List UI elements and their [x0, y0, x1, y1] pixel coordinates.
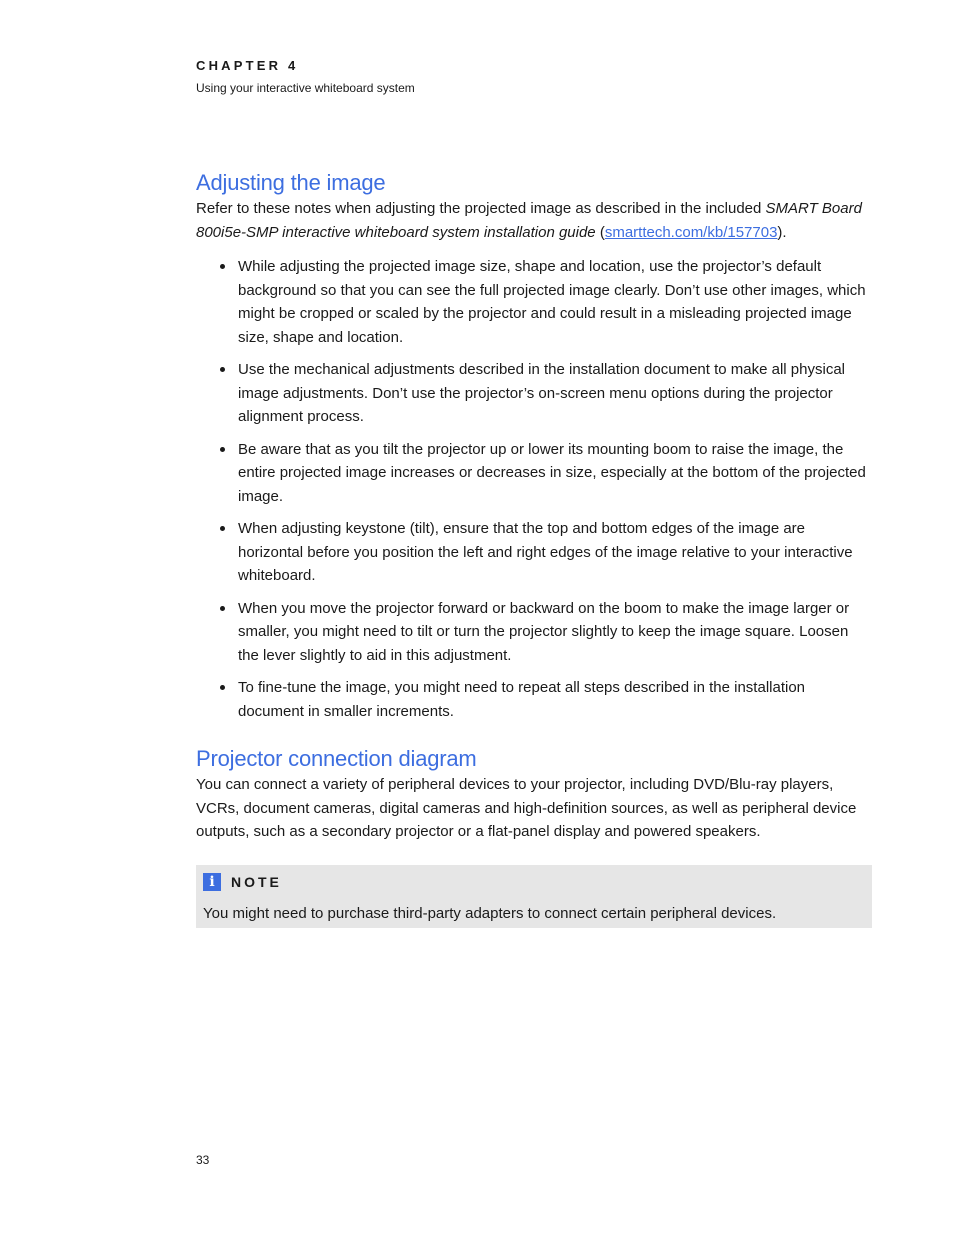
section-intro	[196, 197, 872, 244]
section-body: You can connect a variety of peripheral devices to your projector, including DVD/Blu-ray players, VCRs, document cameras, digital cameras and high-definition sources, as well as peripheral device outputs, such as a secondary projector or a flat-panel display and powered speakers.	[196, 776, 857, 840]
list-item-text: Be aware that as you tilt the projector up or lower its mounting boom to raise the image, the entire projected image increases or decreases in size, especially at the bottom of the projected image.	[238, 440, 866, 505]
list-item	[238, 517, 872, 588]
chapter-subtitle: Using your interactive whiteboard system	[196, 81, 415, 95]
list-item-text: To fine-tune the image, you might need to repeat all steps described in the installation document in smaller increments.	[238, 679, 806, 720]
intro-text: Refer to these notes when adjusting the projected image as described in the included	[196, 200, 766, 217]
note-title: NOTE	[231, 873, 282, 890]
bullet-icon	[220, 447, 225, 452]
list-item-text: While adjusting the projected image size, shape and location, use the projector’s default background so that you can see the full projected image clearly. Don’t use other images, which might be cropped or scaled by the projector and could result in a misleading projected image size, shape and location.	[238, 258, 866, 346]
list-item	[238, 597, 872, 668]
adjustment-notes-list	[196, 255, 872, 723]
section-projector-connection	[196, 745, 872, 844]
bullet-icon	[220, 367, 225, 372]
bullet-icon	[220, 526, 225, 531]
intro-paren-close: ).	[777, 223, 787, 241]
guide-title: SMART Board 800i5e-SMP interactive whiteboard system installation guide	[196, 200, 862, 241]
list-item	[238, 255, 872, 349]
section-title-projector-connection: Projector connection diagram	[196, 746, 477, 771]
bullet-icon	[220, 685, 225, 690]
info-icon: i	[203, 873, 221, 891]
kb-link[interactable]: smarttech.com/kb/157703	[604, 223, 778, 241]
section-title-adjusting-image: Adjusting the image	[196, 170, 386, 195]
list-item-text: When adjusting keystone (tilt), ensure that the top and bottom edges of the image are horizontal before you position the left and right edges of the image relative to your interactive whiteboard.	[238, 520, 853, 584]
note-header	[203, 872, 865, 892]
note-text: You might need to purchase third-party adapters to connect certain peripheral devices.	[203, 904, 777, 922]
intro-paren-open: (	[595, 223, 605, 241]
page-content	[196, 169, 872, 928]
list-item	[238, 676, 872, 723]
list-item	[238, 438, 872, 509]
chapter-label: CHAPTER 4	[196, 58, 299, 73]
note-box	[196, 865, 872, 929]
page-number: 33	[196, 1153, 210, 1167]
bullet-icon	[220, 606, 225, 611]
list-item-text: When you move the projector forward or backward on the boom to make the image larger or smaller, you might need to tilt or turn the projector slightly to keep the image square. Loosen the lever slightly to aid in this adjustment.	[238, 599, 850, 664]
bullet-icon	[220, 264, 225, 269]
list-item-text: Use the mechanical adjustments described in the installation document to make all physical image adjustments. Don’t use the projector’s on-screen menu options during the projector alignment process.	[238, 361, 845, 425]
list-item	[238, 358, 872, 429]
